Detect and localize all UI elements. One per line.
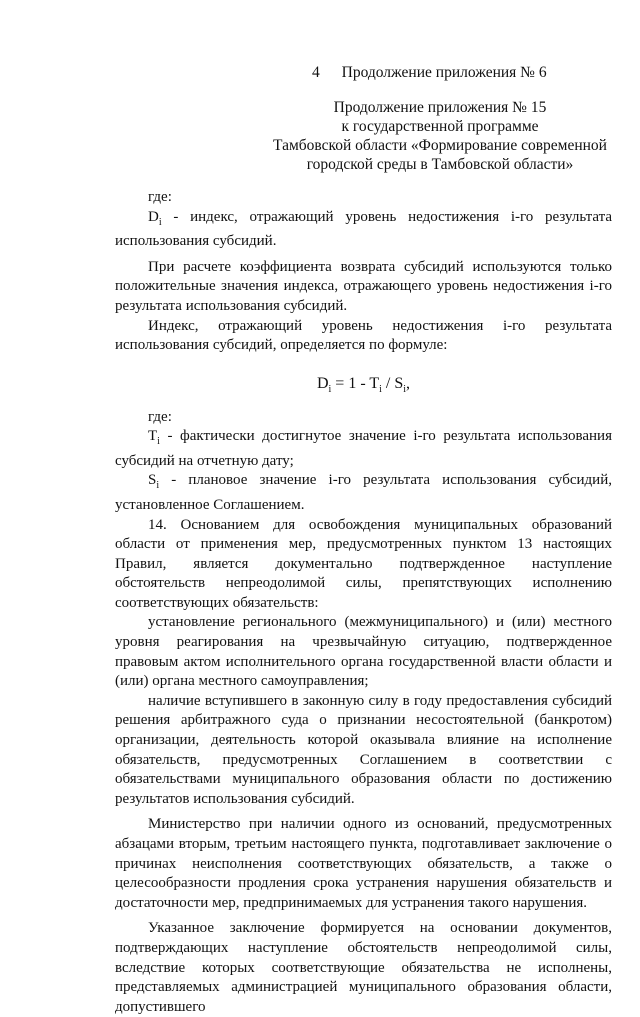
appendix-block — [270, 98, 610, 174]
appendix-line: Продолжение приложения № 15 — [333, 99, 547, 116]
symbol-s-index: i — [156, 480, 160, 492]
paragraph: Министерство при наличии одного из оснований, предусмотренных абзацами вторым, третьим настоящего пункта, подготавливает заключение о причинах неисполнения соответствующих обязательств, а также о целесообразности продления срока устранения нарушения обязательств и достаточности мер, предпринимаемых для устранения такого нарушения. — [115, 816, 612, 911]
symbol-t: T — [148, 428, 158, 445]
formula-mid: = 1 - T — [331, 374, 380, 392]
document-body — [115, 188, 612, 1017]
definition-t-text: - фактически достигнутое значение i-го результата использования субсидий на отчетную дату; — [115, 428, 612, 469]
symbol-t-index: i — [157, 436, 160, 448]
formula-t-index: i — [379, 383, 382, 395]
paragraph: Указанное заключение формируется на основании документов, подтверждающих наступление обстоятельств непреодолимой силы, вследствие которых соответствующие обязательства не исполнены, представляемых администрацией муниципального образования области, допустившего — [115, 920, 612, 1015]
formula-s-index: i — [403, 383, 407, 395]
paragraph: Индекс, отражающий уровень недостижения i-го результата использования субсидий, определяется по формуле: — [115, 317, 612, 354]
formula-end: , — [406, 374, 411, 392]
paragraph: При расчете коэффициента возврата субсидий используются только положительные значения индекса, отражающего уровень недостижения i-го результата использования субсидий. — [115, 258, 612, 314]
formula-div: / S — [381, 374, 404, 392]
formula-d: D — [316, 374, 329, 392]
definition-s — [115, 471, 612, 515]
formula-d-index: i — [328, 383, 332, 395]
appendix-line: к государственной программе — [341, 118, 539, 135]
symbol-s: S — [148, 472, 157, 489]
paragraph: установление регионального (межмуниципального) и (или) местного уровня реагирования на чрезвычайную ситуацию, подтвержденное правовым актом исполнительного органа государственной власти области и (или) органа местного самоуправления; — [115, 614, 612, 690]
appendix-line: Тамбовской области «Формирование современной — [273, 137, 607, 154]
definition-d — [115, 208, 612, 252]
header-continuation: Продолжение приложения № 6 — [341, 64, 547, 81]
where-label: где: — [148, 189, 172, 205]
definition-t — [115, 427, 612, 471]
paragraph: 14. Основанием для освобождения муниципальных образований области от применения мер, предусмотренных пунктом 13 настоящих Правил, является документально подтвержденное наступление обстоятельств непреодолимой силы, препятствующих исполнению соответствующих обязательств: — [115, 516, 612, 611]
where-label: где: — [148, 408, 172, 425]
page-number: 4 — [312, 64, 320, 81]
paragraph: наличие вступившего в законную силу в году предоставления субсидий решения арбитражного суда о признании несостоятельной (банкротом) организации, деятельность которой оказывала влияние на исполнение обязательств, предусмотренных Соглашением в соответствии с обязательствами муниципального образования области по достижению результатов использования субсидий. — [115, 692, 612, 807]
page-header — [312, 64, 547, 82]
symbol-d-index: i — [158, 216, 162, 228]
symbol-d: D — [148, 208, 159, 225]
appendix-line: городской среды в Тамбовской области» — [306, 156, 574, 173]
definition-d-text: - индекс, отражающий уровень недостижения i-го результата использования субсидий. — [115, 208, 612, 250]
formula — [115, 374, 612, 400]
definition-s-text: - плановое значение i-го результата использования субсидий, установленное Соглашением. — [115, 472, 612, 513]
